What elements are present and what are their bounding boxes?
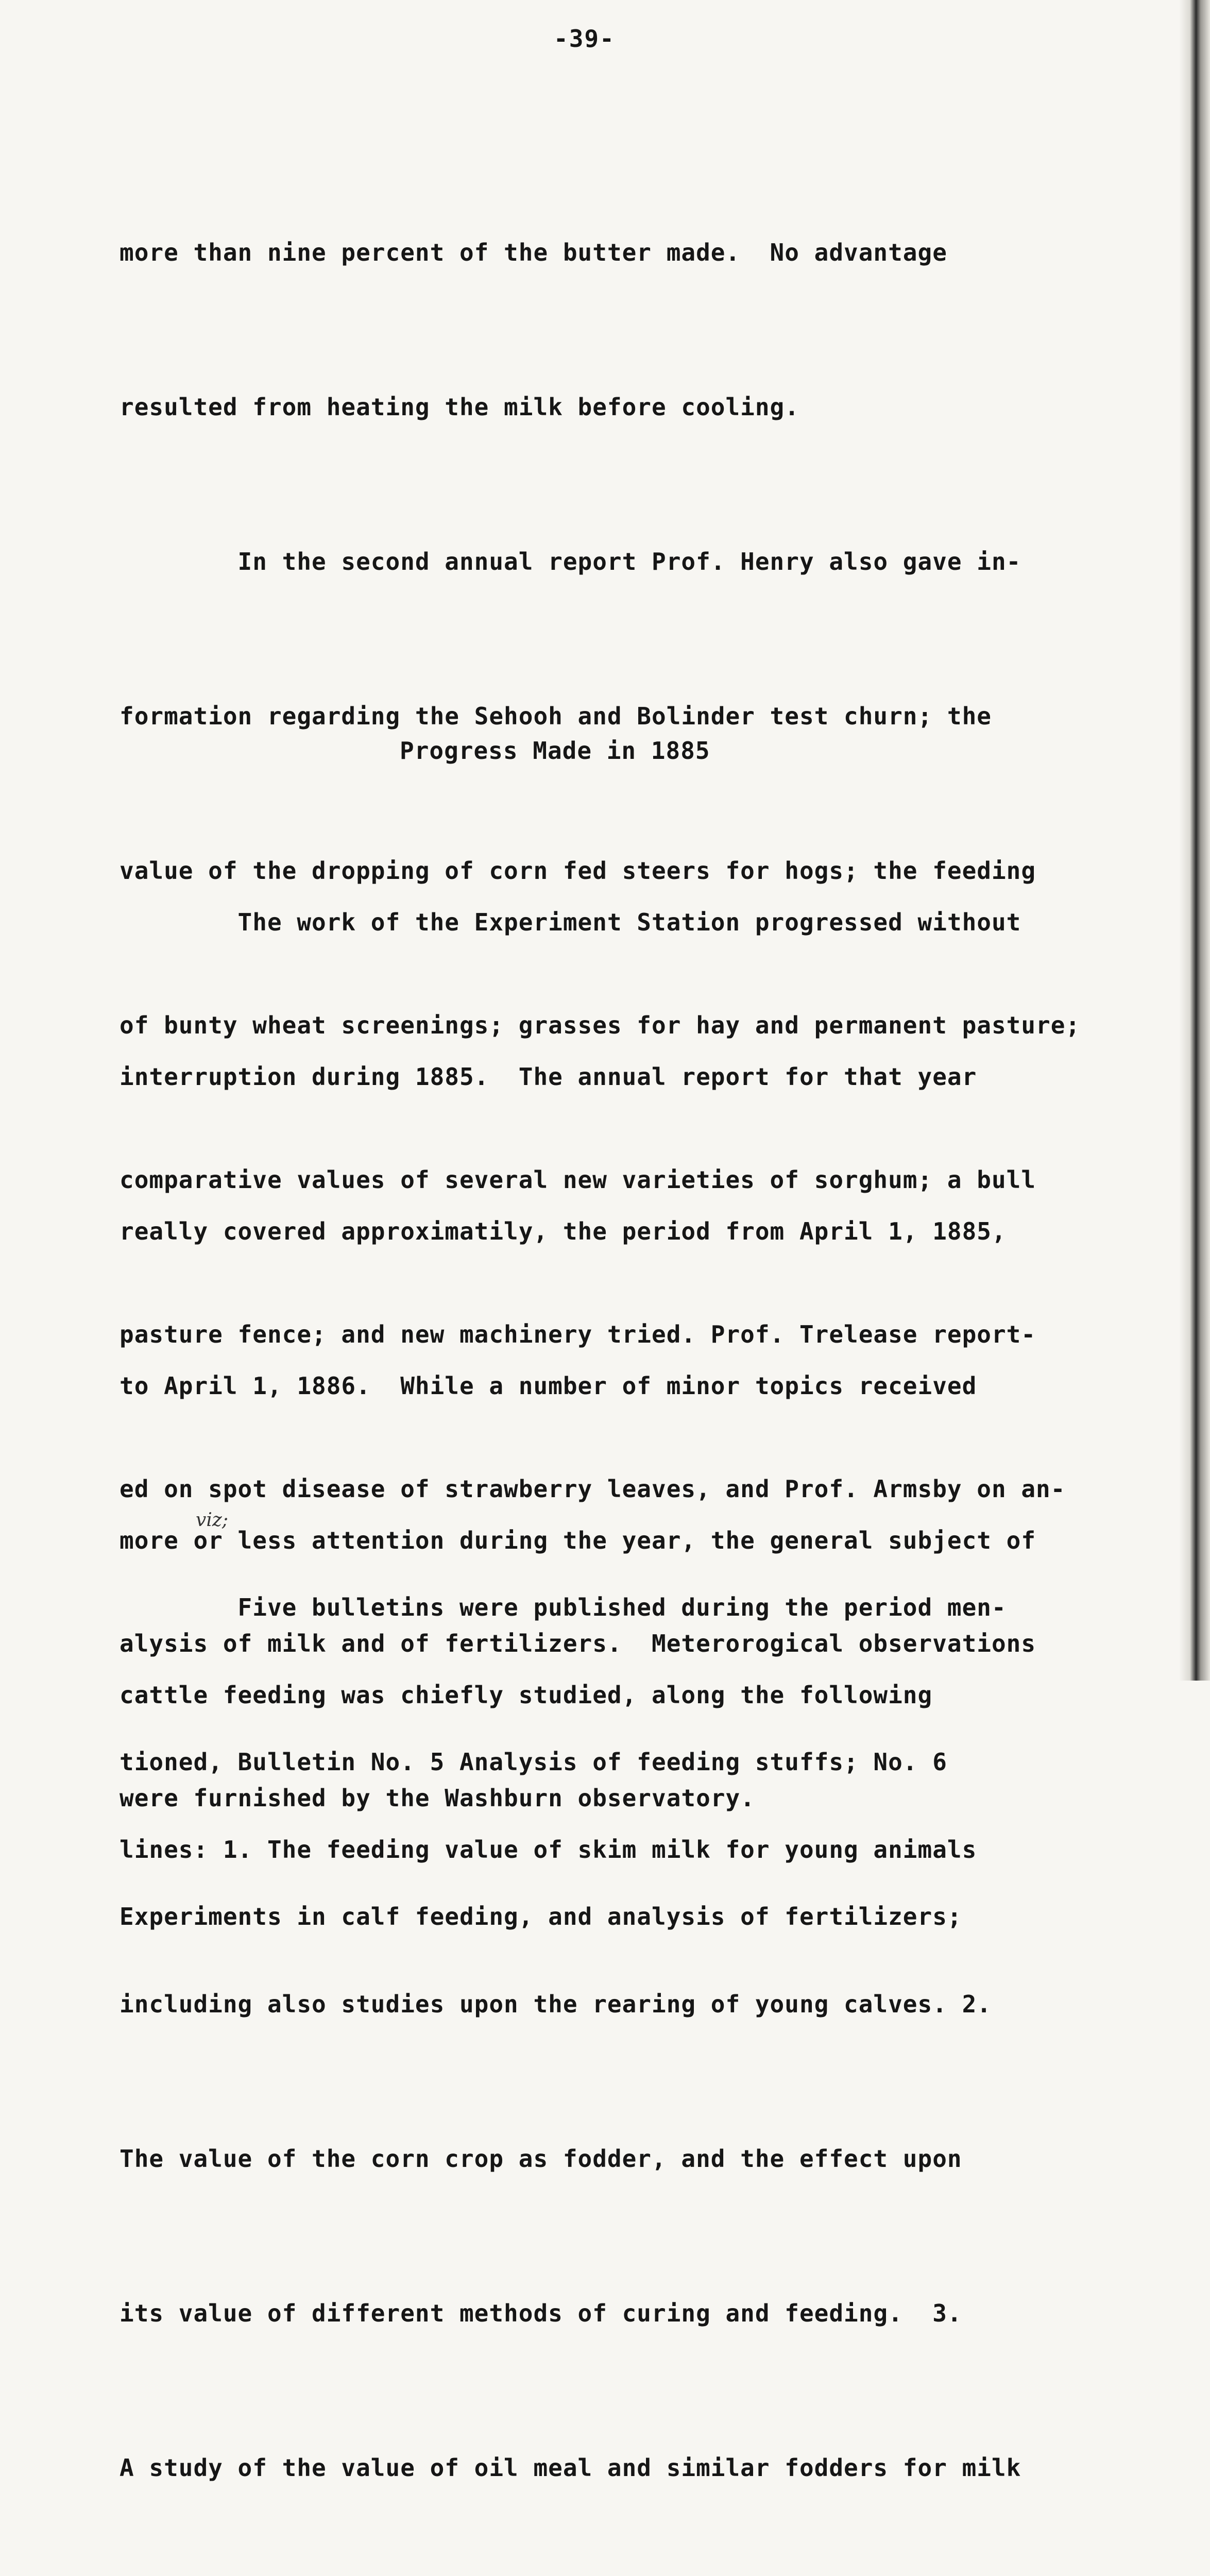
text-line: A study of the value of oil meal and similar fodders for milk [120, 2454, 1021, 2482]
text-line: more or less attention during the year, the general subject of [120, 1527, 1036, 1554]
text-line: to April 1, 1886. While a number of minor topics received [120, 1372, 977, 1400]
paragraph-3 [120, 1479, 1129, 2045]
page-binding-edge [1179, 0, 1210, 1681]
text-line: In the second annual report Prof. Henry also gave in- [120, 548, 1021, 575]
text-line: Five bulletins were published during the period men- [120, 1594, 1007, 1621]
text-line: tioned, Bulletin No. 5 Analysis of feeding stuffs; No. 6 [120, 1748, 947, 1776]
text-line: really covered approximatily, the period from April 1, 1885, [120, 1217, 1007, 1245]
text-line: lines: 1. The feeding value of skim milk for young animals [120, 1836, 977, 1863]
text-line: were furnished by the Washburn observatory. [120, 1784, 755, 1812]
section-heading: Progress Made in 1885 [400, 737, 710, 765]
page-number: -39- [554, 25, 615, 53]
text-line: The work of the Experiment Station progressed without [120, 908, 1021, 936]
text-line: ed on spot disease of strawberry leaves, and Prof. Armsby on an- [120, 1475, 1066, 1503]
text-line: more than nine percent of the butter made. No advantage [120, 239, 947, 266]
handwritten-annotation: viz; [196, 1510, 228, 1531]
text-line: pasture fence; and new machinery tried. Prof. Trelease report- [120, 1320, 1036, 1348]
text-line: cattle feeding was chiefly studied, along the following [120, 1681, 933, 1709]
text-line: formation regarding the Sehooh and Bolinder test churn; the [120, 702, 992, 730]
text-line: resulted from heating the milk before cooling. [120, 393, 799, 421]
text-line: interruption during 1885. The annual report for that year [120, 1063, 977, 1091]
text-line: of bunty wheat screenings; grasses for hay and permanent pasture; [120, 1011, 1081, 1039]
text-line: comparative values of several new varieties of sorghum; a bull [120, 1166, 1036, 1194]
text-line: alysis of milk and of fertilizers. Meterorogical observations [120, 1630, 1036, 1657]
text-line: its value of different methods of curing and feeding. 3. [120, 2299, 962, 2327]
text-line: The value of the corn crop as fodder, and the effect upon [120, 2145, 962, 2173]
text-line: including also studies upon the rearing of young calves. 2. [120, 1990, 992, 2018]
text-line: Experiments in calf feeding, and analysis of fertilizers; [120, 1903, 962, 1930]
text-line: value of the dropping of corn fed steers for hogs; the feeding [120, 857, 1036, 885]
